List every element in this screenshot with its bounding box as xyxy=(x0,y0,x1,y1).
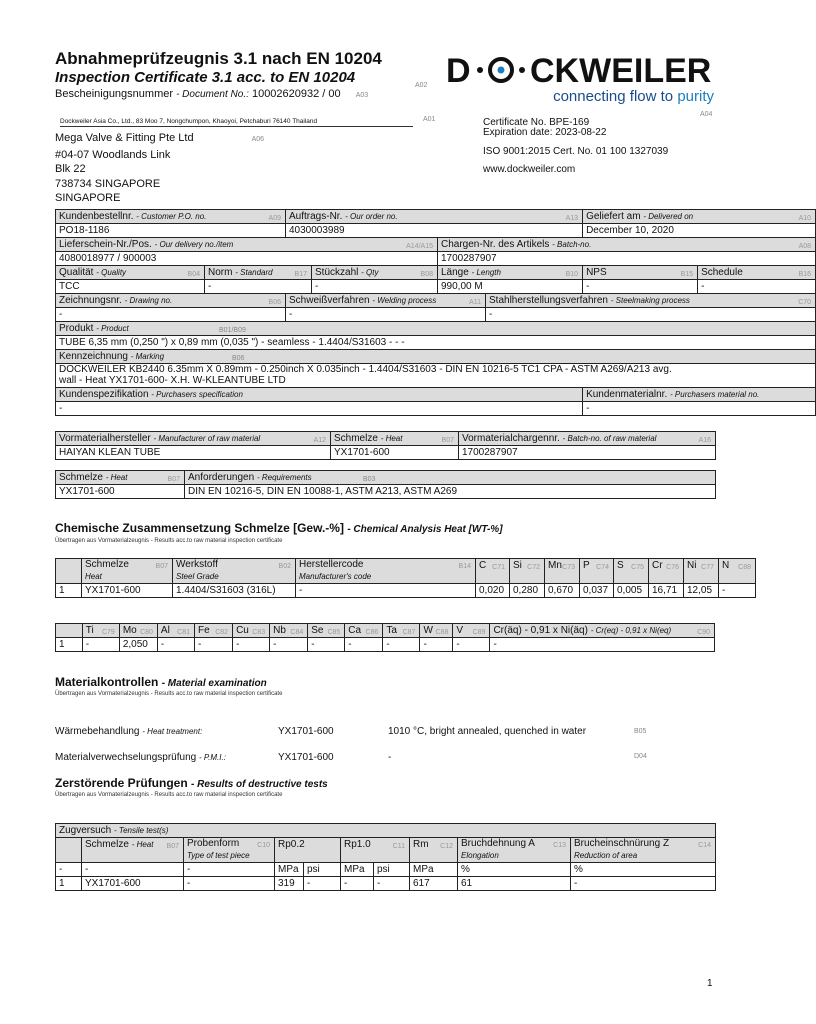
table-cell: V C89 xyxy=(453,624,490,638)
code-a04: A04 xyxy=(700,111,713,118)
table-cell: Stahlherstellungsverfahren - Steelmaking process C70 xyxy=(486,294,816,308)
table-cell: - xyxy=(583,402,816,416)
table-cell: Cr C76 xyxy=(649,559,684,584)
table-cell: N C88 xyxy=(719,559,756,584)
table-cell: - xyxy=(308,638,345,652)
table-cell: Al C81 xyxy=(157,624,194,638)
table-cell: - xyxy=(56,402,583,416)
table-cell: Schedule B16 xyxy=(698,266,816,280)
table-cell: 990,00 M xyxy=(438,280,583,294)
table-cell: - xyxy=(304,877,341,891)
table-cell: - xyxy=(56,308,286,322)
address-block: Mega Valve & Fitting Pte Ltd A06 #04-07 Woodlands Link Blk 22 738734 SINGAPORE SINGAPORE xyxy=(55,132,265,204)
table-cell: - xyxy=(486,308,816,322)
code-d04: D04 xyxy=(634,753,647,760)
logo-wordmark xyxy=(446,52,714,90)
table-cell: HAIYAN KLEAN TUBE xyxy=(56,446,331,460)
table-cell: Se C85 xyxy=(308,624,345,638)
table-cell: 0,670 xyxy=(545,584,580,598)
heat-treatment-label: Wärmebehandlung - Heat treatment: xyxy=(55,726,203,737)
table-cell: Bruchdehnung A C13 Elongation xyxy=(458,838,571,863)
certificate-block: Certificate No. BPE-169 Expiration date: 2023-08-22 ISO 9001:2015 Cert. No. 01 100 1327039 www.dockweiler.com xyxy=(483,117,669,175)
table-cell: psi xyxy=(374,863,410,877)
table-cell: W C88 xyxy=(420,624,453,638)
tensile-table xyxy=(55,823,716,891)
table-cell: Stückzahl - Qty B08 xyxy=(312,266,438,280)
table-cell: P C74 xyxy=(580,559,614,584)
dest-title: Zerstörende Prüfungen - Results of destructive tests xyxy=(55,776,328,790)
table-cell: - xyxy=(583,280,698,294)
table-cell: - xyxy=(374,877,410,891)
table-cell: Herstellercode B14 Manufacturer's code xyxy=(296,559,476,584)
table-cell: Werkstoff B02 Steel Grade xyxy=(173,559,296,584)
table-cell: 0,037 xyxy=(580,584,614,598)
table-cell: - xyxy=(453,638,490,652)
table-row xyxy=(56,584,756,598)
table-cell: Produkt - Product B01/B09 xyxy=(56,322,816,336)
table-cell: 1.4404/S31603 (316L) xyxy=(173,584,296,598)
table-cell: Zugversuch - Tensile test(s) xyxy=(56,824,716,838)
svg-text:D: D xyxy=(446,52,472,90)
units-row xyxy=(56,863,716,877)
table-cell: Norm - Standard B17 xyxy=(205,266,312,280)
table-cell: Fe C82 xyxy=(194,624,232,638)
table-cell: Cr(äq) - 0,91 x Ni(äq) - Cr(eq) - 0,91 x Ni(eq) C90 xyxy=(490,624,715,638)
pmi-label: Materialverwechselungsprüfung - P.M.I.: xyxy=(55,752,226,763)
table-cell: % xyxy=(458,863,571,877)
table-cell: - xyxy=(571,877,716,891)
table-cell: - xyxy=(56,863,82,877)
table-cell: Si C72 xyxy=(510,559,545,584)
table-cell: - xyxy=(82,863,184,877)
table-cell: 1 xyxy=(56,584,82,598)
table-cell: Kennzeichnung - Marking B06 xyxy=(56,350,816,364)
heat-treatment-heat: YX1701-600 xyxy=(278,726,334,737)
sender-line: Dockweiler Asia Co., Ltd., 83 Moo 7, Nongchumpon, Khaoyoi, Petchaburi 76140 Thailand xyxy=(60,118,413,127)
table-cell: 2,050 xyxy=(119,638,157,652)
table-cell: 1 xyxy=(56,877,82,891)
title-de: Abnahmeprüfzeugnis 3.1 nach EN 10204 xyxy=(55,49,382,68)
table-cell: Rp0.2 xyxy=(275,838,341,863)
table-cell: - xyxy=(345,638,383,652)
table-cell: 4030003989 xyxy=(286,224,583,238)
table-cell: 617 xyxy=(410,877,458,891)
table-cell: Vormaterialchargennr. - Batch-no. of raw material A16 xyxy=(459,432,716,446)
svg-text:CKWEILER: CKWEILER xyxy=(530,52,712,90)
table-cell: - xyxy=(157,638,194,652)
table-cell: TUBE 6,35 mm (0,250 ") x 0,89 mm (0,035 ") - seamless - 1.4404/S31603 - - - xyxy=(56,336,816,350)
table-cell: Schmelze B07 Heat xyxy=(82,559,173,584)
table-cell: Rp1.0 C11 xyxy=(341,838,410,863)
table-cell: - xyxy=(296,584,476,598)
table-cell: Kundenbestellnr. - Customer P.O. no. A09 xyxy=(56,210,286,224)
table-cell: YX1701-600 xyxy=(82,877,184,891)
table-cell: - xyxy=(194,638,232,652)
table-cell: Auftrags-Nr. - Our order no. A13 xyxy=(286,210,583,224)
chem-note: Übertragen aus Vormaterialzeugnis - Results acc.to raw material inspection certificate xyxy=(55,538,283,544)
table-cell: 1700287907 xyxy=(459,446,716,460)
table-cell: YX1701-600 xyxy=(56,485,185,499)
chem-title: Chemische Zusammensetzung Schmelze [Gew.-%] - Chemical Analysis Heat [WT-%] xyxy=(55,521,503,535)
table-cell: Rm C12 xyxy=(410,838,458,863)
table-cell: MPa xyxy=(275,863,304,877)
chem-table-2 xyxy=(55,623,715,652)
table-cell: Mo C80 xyxy=(119,624,157,638)
document-number: Bescheinigungsnummer - Document No.: 10002620932 / 00 A03 xyxy=(55,88,369,100)
table-cell: Ni C77 xyxy=(684,559,719,584)
table-cell: NPS B15 xyxy=(583,266,698,280)
table-cell: Brucheinschnürung Z C14 Reduction of area xyxy=(571,838,716,863)
table-cell: YX1701-600 xyxy=(331,446,459,460)
table-cell: Anforderungen - Requirements B03 xyxy=(185,471,716,485)
table-cell: 1700287907 xyxy=(438,252,816,266)
table-cell: - xyxy=(205,280,312,294)
table-cell: - xyxy=(233,638,270,652)
table-cell: Qualität - Quality B04 xyxy=(56,266,205,280)
dockweiler-logo xyxy=(446,52,714,105)
table-cell: 4080018977 / 900003 xyxy=(56,252,438,266)
order-table xyxy=(55,209,816,416)
table-cell: Chargen-Nr. des Artikels - Batch-no. A08 xyxy=(438,238,816,252)
table-cell: C C71 xyxy=(476,559,510,584)
table-cell: - xyxy=(341,877,374,891)
table-cell: psi xyxy=(304,863,341,877)
table-cell: 0,005 xyxy=(614,584,649,598)
table-cell: S C75 xyxy=(614,559,649,584)
table-cell: - xyxy=(270,638,308,652)
pmi-heat: YX1701-600 xyxy=(278,752,334,763)
table-cell: MPa xyxy=(341,863,374,877)
table-cell: - xyxy=(490,638,715,652)
table-cell: MPa xyxy=(410,863,458,877)
table-cell: 0,020 xyxy=(476,584,510,598)
table-cell: - xyxy=(719,584,756,598)
table-cell: Ti C79 xyxy=(82,624,119,638)
table-cell: 61 xyxy=(458,877,571,891)
table-cell: - xyxy=(420,638,453,652)
table-cell: - xyxy=(286,308,486,322)
table-cell: - xyxy=(184,877,275,891)
mat-note: Übertragen aus Vormaterialzeugnis - Results acc.to raw material inspection certificate xyxy=(55,691,283,697)
page-number: 1 xyxy=(707,978,713,989)
table-cell: - xyxy=(312,280,438,294)
table-cell xyxy=(56,838,82,863)
table-cell: Schmelze - Heat B07 xyxy=(331,432,459,446)
table-cell: Ca C86 xyxy=(345,624,383,638)
table-cell: % xyxy=(571,863,716,877)
table-cell: PO18-1186 xyxy=(56,224,286,238)
mat-title: Materialkontrollen - Material examination xyxy=(55,675,267,689)
requirements-table xyxy=(55,470,716,499)
logo-slogan: connecting flow to purity xyxy=(553,88,714,105)
chem-table-1 xyxy=(55,558,756,598)
table-cell: Kundenspezifikation - Purchasers specification xyxy=(56,388,583,402)
table-cell: DOCKWEILER KB2440 6.35mm X 0.89mm - 0.250inch X 0.035inch - 1.4404/S31603 - DIN EN 10216-5 TC1 CPA - ASTM A269/A213 avg. wall - Heat YX1701-600- X.H. W-KLEANTUBE LTD xyxy=(56,364,816,388)
table-cell: Cu C83 xyxy=(233,624,270,638)
table-cell xyxy=(56,559,82,584)
table-cell: December 10, 2020 xyxy=(583,224,816,238)
table-cell: 16,71 xyxy=(649,584,684,598)
table-cell: 319 xyxy=(275,877,304,891)
table-cell xyxy=(56,624,83,638)
title-en: Inspection Certificate 3.1 acc. to EN 10204 xyxy=(55,69,356,86)
code-b05: B05 xyxy=(634,728,647,735)
table-cell: DIN EN 10216-5, DIN EN 10088-1, ASTM A213, ASTM A269 xyxy=(185,485,716,499)
table-cell: Kundenmaterialnr. - Purchasers material no. xyxy=(583,388,816,402)
table-cell: Mn C73 xyxy=(545,559,580,584)
table-cell: Geliefert am - Delivered on A10 xyxy=(583,210,816,224)
raw-material-table xyxy=(55,431,716,460)
table-row xyxy=(56,877,716,891)
table-cell: Vormaterialhersteller - Manufacturer of raw material A12 xyxy=(56,432,331,446)
table-cell: Schmelze - Heat B07 xyxy=(82,838,184,863)
table-cell: 12,05 xyxy=(684,584,719,598)
table-cell: Schmelze - Heat B07 xyxy=(56,471,185,485)
table-cell: - xyxy=(82,638,119,652)
table-cell: Schweißverfahren - Welding process A11 xyxy=(286,294,486,308)
table-cell: 1 xyxy=(56,638,83,652)
table-cell: Zeichnungsnr. - Drawing no. B06 xyxy=(56,294,286,308)
table-cell: TCC xyxy=(56,280,205,294)
code-a01: A01 xyxy=(423,116,436,123)
table-cell: Nb C84 xyxy=(270,624,308,638)
table-cell: - xyxy=(184,863,275,877)
table-row xyxy=(56,638,715,652)
code-a02: A02 xyxy=(415,82,428,89)
table-cell: - xyxy=(698,280,816,294)
table-cell: Lieferschein-Nr./Pos. - Our delivery no./item A14/A15 xyxy=(56,238,438,252)
pmi-value: - xyxy=(388,752,392,763)
heat-treatment-value: 1010 °C, bright annealed, quenched in water xyxy=(388,726,587,737)
table-cell: - xyxy=(383,638,420,652)
table-cell: 0,280 xyxy=(510,584,545,598)
table-cell: Länge - Length B10 xyxy=(438,266,583,280)
dest-note: Übertragen aus Vormaterialzeugnis - Results acc.to raw material inspection certificate xyxy=(55,792,283,798)
table-cell: Probenform C10 Type of test piece xyxy=(184,838,275,863)
table-cell: Ta C87 xyxy=(383,624,420,638)
table-cell: YX1701-600 xyxy=(82,584,173,598)
